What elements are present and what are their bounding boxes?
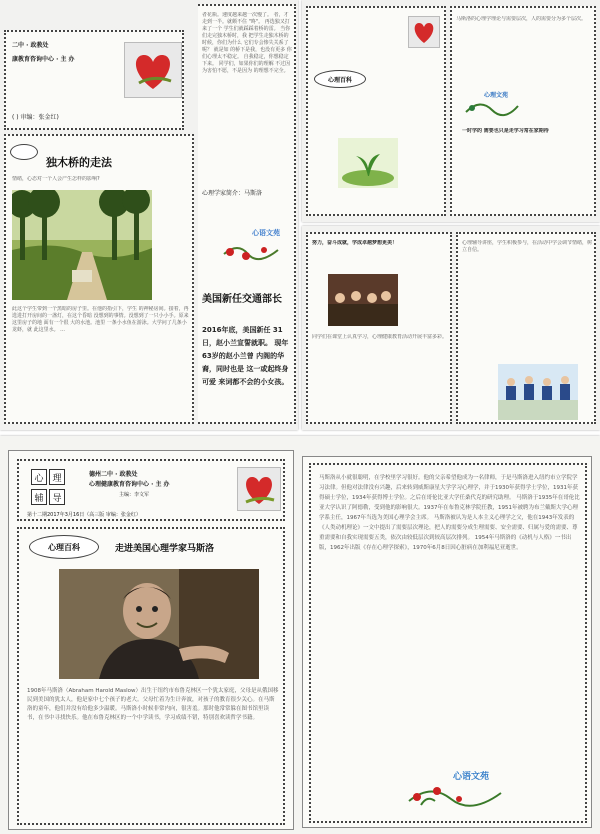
- masthead-char-1: 心: [31, 469, 47, 485]
- tr-green-label: 心理文苑: [484, 92, 509, 99]
- masthead-logo: [237, 467, 281, 511]
- school-logo: [124, 42, 182, 98]
- page-left-column: [4, 30, 184, 130]
- trl-left-text: 同学们在课堂上认真学习，心理健康教育活动开展丰富多彩。: [312, 334, 448, 340]
- masthead-char-2: 理: [49, 469, 65, 485]
- article-banner: 心理百科: [29, 535, 99, 559]
- logo-label: 心语文苑: [252, 229, 280, 237]
- heart-logo-icon: [238, 468, 280, 510]
- flower-logo-image: [218, 224, 288, 268]
- header-line-2: 康教育咨询中心 · 主 办: [12, 56, 75, 63]
- bottom-left-page: [8, 450, 294, 830]
- masthead: [17, 459, 285, 521]
- section-cloud-badge: [10, 144, 38, 160]
- newspaper-photo-bottom: [0, 436, 600, 834]
- masthead-char-3: 辅: [31, 489, 47, 505]
- page-right-column: [198, 4, 296, 424]
- trl-banner: 努力，奋斗成就，学成卓越梦想更美！: [312, 240, 398, 246]
- right-article-text: 马斯洛从小就很聪明，在学校里学习很好。他的父亲希望他成为一名律师，于是马斯洛进入纽约市立学院学习法律。但他对法律没有兴趣，后来转到威斯康星大学学习心理学，并于1930年获得学士学位，1931年获得硕士学位，1934年获得博士学位。之后在哥伦比亚大学任桑代克的研究助理。 马斯洛于1935年在哥伦比亚大学认识了阿德勒，受到他的影响很大。1937年在布鲁克林学院任教，1951年被聘为布兰戴斯大学心理学系主任，1967年当选为美国心理学会主席。 马斯洛被认为是人本主义心理学之父，他在1943年发表的《人类动机理论》一文中提出了需要层次理论，把人的需要分成生理需要、安全需要、归属与爱的需要、尊重需要和自我实现需要五类，依次由较低层次到较高层次排列。 1954年马斯洛的《动机与人格》一书出版，1962年出版《存在心理学探索》，1970年6月8日因心脏病在加利福尼亚逝世。: [319, 475, 580, 551]
- article-title: 走进美国心理学家马斯洛: [115, 544, 215, 554]
- heart-logo-icon: [125, 43, 181, 97]
- tr-sprout-photo: [338, 138, 398, 188]
- header-line-3: ( ) 审编：张金红): [12, 114, 59, 121]
- newspaper-photo-top-left: [0, 0, 298, 430]
- trl-right-text: 心理辅导讲座，学生积极参与，在活动中学会调节情绪，树立自信。: [462, 240, 593, 253]
- trl-classroom-photo: [328, 274, 398, 326]
- masthead-editor: 主编：李文军: [119, 492, 150, 498]
- masthead-school: 德州二中 · 政教处: [89, 471, 138, 478]
- tr-left-page: [306, 6, 446, 216]
- tr-heart-logo: [408, 16, 440, 48]
- maslow-portrait: [59, 569, 259, 679]
- news-title: 美国新任交通部长: [202, 294, 282, 305]
- news-body: 2016年底，美国新任 31日，赵小兰宣誓就职。 现年63岁的赵小兰曾 内阁的华裔，同时也是 这一或起终身可爱 来词都不会的小女孩。: [202, 326, 289, 386]
- trl-left-page: [306, 232, 452, 424]
- tr-body-text: 马斯洛的心理学理论与需要层次，人的需要分为多个层次。: [456, 16, 587, 22]
- bottom-flower-logo: [401, 765, 511, 811]
- right-article-block: [309, 463, 587, 823]
- heart-logo-icon: [409, 17, 439, 47]
- newspaper-photo-top-right-lower: [302, 226, 600, 430]
- article-block: [17, 527, 285, 825]
- tr-banner: 心理百科: [314, 70, 366, 88]
- masthead-issue: 第十二期2017年3月16日（高三版 审编：张金红）: [27, 512, 141, 518]
- header-line-1: 二中 · 政教处: [12, 42, 49, 49]
- masthead-center: 心理健康教育咨询中心 · 主 办: [89, 481, 170, 488]
- forest-bridge-photo: [12, 190, 152, 300]
- trl-students-photo: [498, 364, 578, 420]
- section-independent-bridge: [4, 134, 194, 424]
- section-title: 独木桥的走法: [46, 156, 112, 169]
- tr-right-page: [450, 6, 596, 216]
- masthead-char-4: 导: [49, 489, 65, 505]
- tr-tagline: 一时学的 需要也只是走学习常在家期待: [462, 128, 549, 134]
- body-left-text: 此这个学生带到一个黑暗的房子里。在他的指引下，学生 的神秘房间。接着，再选进打开房间的一盏灯，在这个昏暗 没想到的事情。没想到了一只小小手。原来这里房子的地 面有一个很 大的水池。池里 一条小水鱼在游泳。大学问了几条小龙虾，就 此这里水。 ...: [12, 306, 189, 333]
- bottom-logo-label: 心语文苑: [453, 772, 490, 782]
- bottom-right-page: [302, 456, 592, 828]
- intro-text: 情绪，心态对一个人会产生怎样的影响?: [12, 176, 100, 182]
- article-caption-text: 1908年马斯洛（Abraham Harold Maslow）出生于纽约市布鲁克林区一个犹太家庭，父母是从俄国移民到美国的犹太人，他是家中七个孩子的老大。父母忙着为生计奔波，对孩子的教育很少关心。在马斯洛的童年，他们并没有给他多少温暖。马斯洛小时候非常内向，很害羞。那时他常常躲在图书馆里读书，在书中寻找快乐。他在布鲁克林区的一个中学读书，学习成绩不错，特别喜欢读哲学书籍。: [27, 688, 279, 721]
- body-right-text: 者花瓶。速度越来越一次慢了。 者，才走到一半。就颇不住 "咚"。 再选独又打来了一个 学生们就踩踩着桥的雷。 当你们走完独木桥时，我 把学生走独木桥的时候，你们为什么 它们专会惨失关系了呢？ 就是如 的桥下是我，也没有更多 你们心理太不稳定。 自我稳定，你想稳定下来。 同学们，如果你们的理解 不过因为害怕不愿，不是因为 的理想不完全。: [202, 12, 292, 74]
- tr-green-label-image: [462, 88, 522, 118]
- newspaper-photo-top-right-upper: [302, 0, 600, 222]
- psych-intro-label: 心理学家简介：马斯洛: [202, 190, 263, 197]
- trl-right-page: [456, 232, 596, 424]
